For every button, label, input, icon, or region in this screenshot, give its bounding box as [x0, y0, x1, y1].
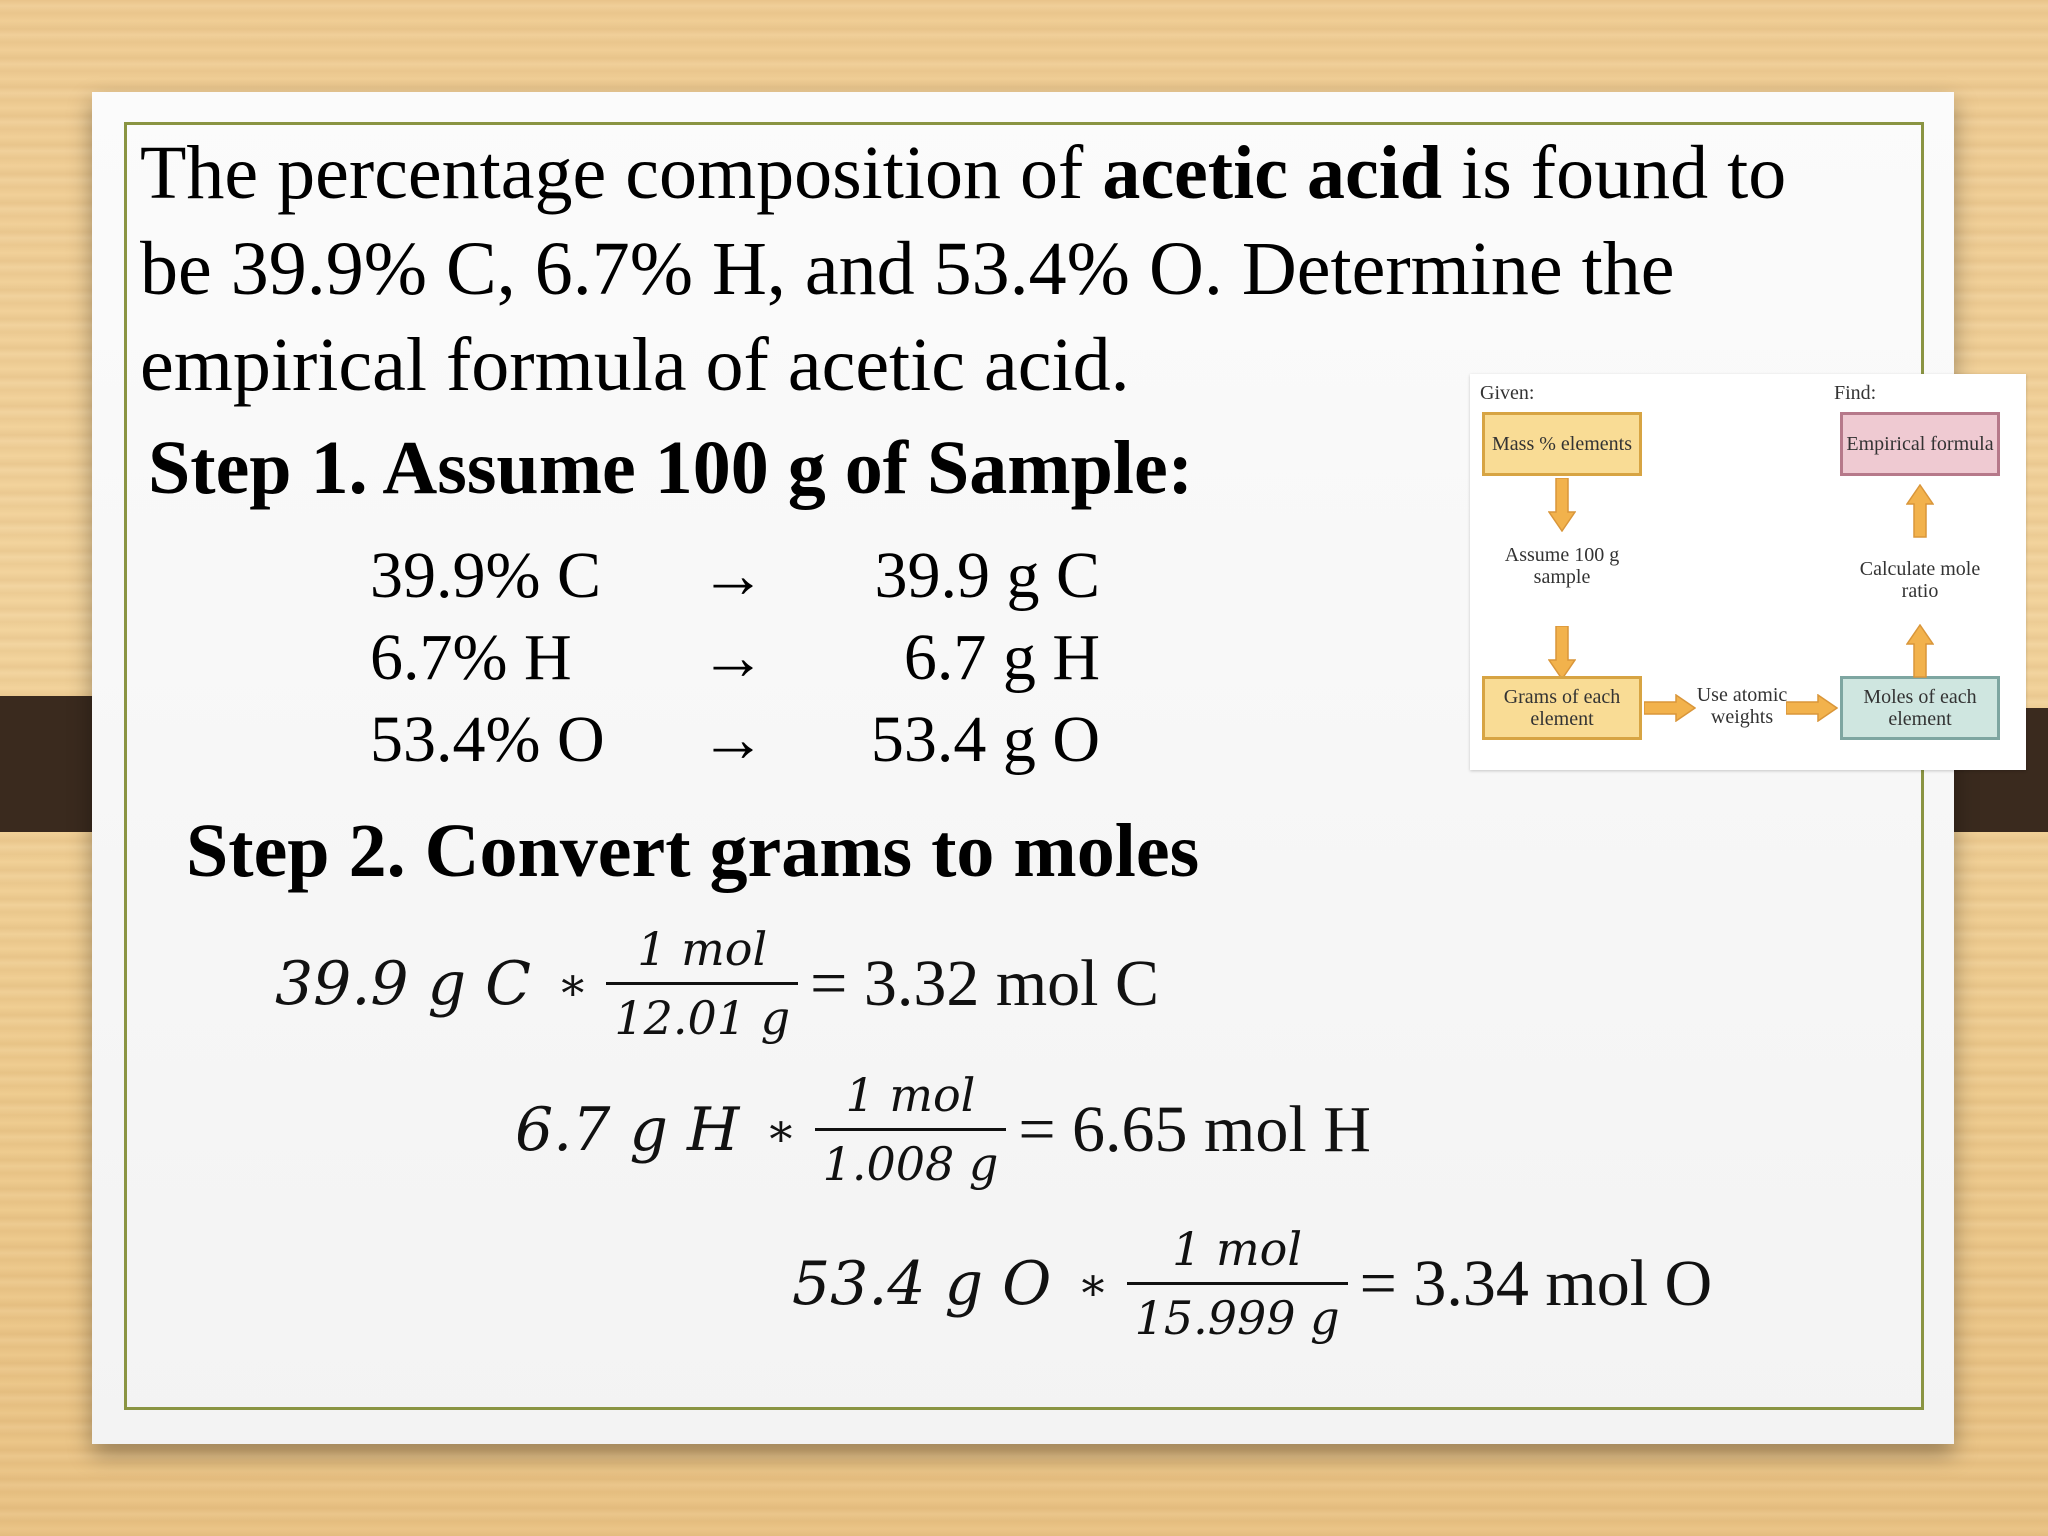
intro-text-2: is found to be 39.9% C, 6.7% H, and 53.4% O. Determine the empirical formula of acetic acid.	[140, 131, 1787, 407]
equation-fraction	[1127, 1222, 1348, 1345]
row-percent: 53.4% O	[370, 703, 605, 776]
use-atomic-weights-note: Use atomic weights	[1696, 684, 1788, 728]
down-arrow-icon	[1548, 478, 1576, 532]
row-grams: 53.4 g O	[870, 703, 1100, 776]
given-label: Given:	[1480, 382, 1535, 404]
fraction-denominator: 15.999 g	[1127, 1282, 1348, 1345]
mole-equation-carbon	[275, 922, 1159, 1045]
intro-bold-term: acetic acid	[1102, 131, 1443, 215]
fraction-numerator: 1 mol	[845, 1068, 976, 1122]
empirical-formula-flowchart	[1470, 374, 2026, 770]
row-grams: 39.9 g C	[874, 539, 1100, 612]
right-arrow-icon	[1644, 694, 1696, 722]
right-arrow-icon: →	[700, 703, 766, 776]
mole-equation-hydrogen	[515, 1068, 1371, 1191]
row-grams: 6.7 g H	[903, 621, 1100, 694]
calculate-mole-ratio-note: Calculate mole ratio	[1859, 558, 1981, 602]
intro-text-1: The percentage composition of	[140, 131, 1103, 215]
fraction-numerator: 1 mol	[1172, 1222, 1303, 1276]
assume-sample-note: Assume 100 g sample	[1504, 544, 1620, 588]
down-arrow-icon	[1548, 626, 1576, 680]
empirical-formula-box: Empirical formula	[1840, 412, 2000, 476]
fraction-denominator: 1.008 g	[815, 1128, 1007, 1191]
equation-result: = 3.34 mol O	[1359, 1246, 1713, 1320]
up-arrow-icon	[1906, 484, 1934, 538]
mole-equation-oxygen	[792, 1222, 1712, 1345]
fraction-denominator: 12.01 g	[606, 982, 798, 1045]
right-arrow-icon: →	[700, 539, 766, 612]
multiply-symbol: ∗	[557, 956, 589, 1011]
right-arrow-icon: →	[700, 621, 766, 694]
equation-lhs: 39.9 g C	[275, 948, 532, 1019]
equation-result: = 3.32 mol C	[810, 946, 1160, 1020]
equation-fraction	[606, 922, 798, 1045]
equation-fraction	[815, 1068, 1007, 1191]
find-label: Find:	[1834, 382, 1877, 404]
multiply-symbol: ∗	[1077, 1256, 1109, 1311]
equation-lhs: 6.7 g H	[515, 1094, 740, 1165]
up-arrow-icon	[1906, 624, 1934, 678]
multiply-symbol: ∗	[765, 1102, 797, 1157]
step1-title: Step 1. Assume 100 g of Sample:	[148, 426, 1194, 510]
moles-box: Moles of each element	[1840, 676, 2000, 740]
right-arrow-icon	[1786, 694, 1838, 722]
grams-box: Grams of each element	[1482, 676, 1642, 740]
equation-lhs: 53.4 g O	[792, 1248, 1052, 1319]
row-percent: 39.9% C	[370, 539, 601, 612]
equation-result: = 6.65 mol H	[1018, 1092, 1371, 1166]
fraction-numerator: 1 mol	[637, 922, 768, 976]
mass-percent-box: Mass % elements	[1482, 412, 1642, 476]
problem-statement	[140, 125, 1860, 413]
step2-title: Step 2. Convert grams to moles	[186, 809, 1200, 893]
row-percent: 6.7% H	[370, 621, 572, 694]
